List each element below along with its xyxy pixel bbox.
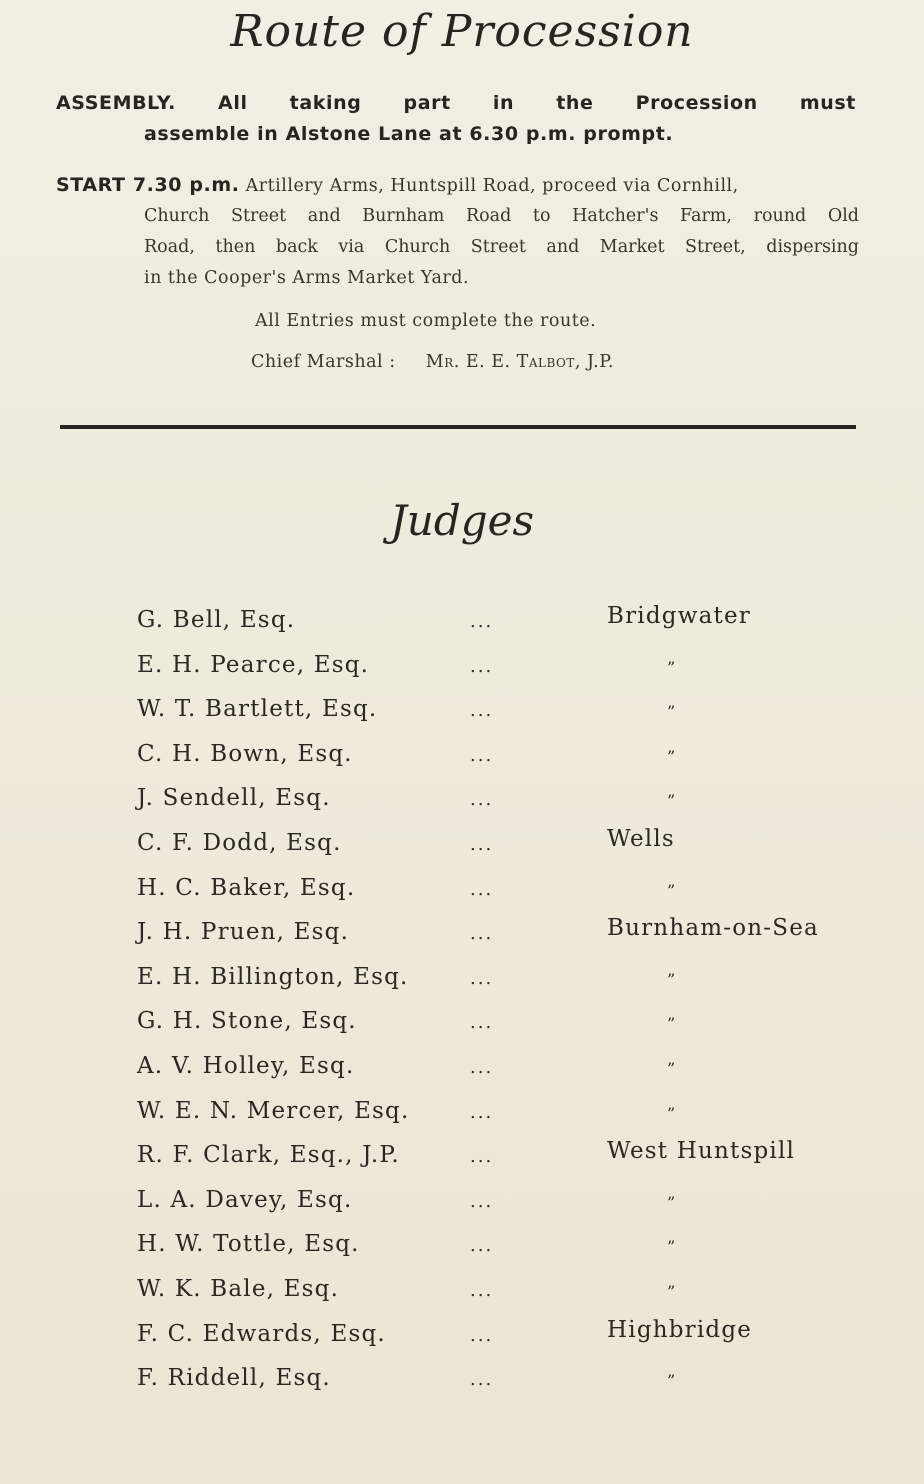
ditto-mark: ” [667,1192,676,1212]
judge-row [0,964,924,1004]
judge-row [0,826,924,870]
assembly-line-2: assemble in Alstone Lane at 6.30 p.m. prompt. [144,123,674,145]
ditto-mark: ” [667,791,676,811]
judge-row [0,915,924,959]
leader-dots: ... [470,878,494,900]
ditto-mark: ” [667,969,676,989]
judge-place: West Huntspill [607,1138,796,1165]
judge-name: H. C. Baker, Esq. [137,874,356,901]
entries-note: All Entries must complete the route. [255,311,597,331]
judge-name: W. E. N. Mercer, Esq. [137,1097,410,1124]
ditto-mark: ” [667,1014,676,1034]
leader-dots: ... [470,655,494,677]
leader-dots: ... [470,1146,494,1168]
judge-name: E. H. Billington, Esq. [137,963,409,990]
judge-name: W. K. Bale, Esq. [137,1276,340,1302]
judge-name: G. H. Stone, Esq. [137,1008,357,1035]
start-line-1 [56,174,859,196]
marshal-label: Chief Marshal : [251,352,396,372]
leader-dots: ... [470,700,494,722]
leader-dots: ... [470,611,494,632]
leader-dots: ... [470,1190,494,1212]
leader-dots: ... [470,1101,494,1123]
judge-name: F. C. Edwards, Esq. [137,1320,386,1347]
judge-row [0,785,924,825]
leader-dots: ... [470,1369,494,1391]
judge-name: E. H. Pearce, Esq. [137,651,370,678]
ditto-mark: ” [667,880,676,900]
judge-row [0,652,924,692]
ditto-mark: ” [667,1371,676,1391]
judge-name: G. Bell, Esq. [137,607,296,633]
judge-place: Bridgwater [607,603,751,629]
judge-row [0,696,924,736]
leader-dots: ... [470,1324,494,1346]
judge-row [0,1053,924,1093]
judge-name: H. W. Tottle, Esq. [137,1231,360,1258]
judge-name: F. Riddell, Esq. [137,1365,331,1392]
judges-title: Judges [389,496,535,545]
judge-row [0,741,924,781]
marshal-name: Mr. E. E. Talbot, J.P. [425,352,614,372]
start-line-2: Church Street and Burnham Road to Hatcher's Farm, round Old [144,206,859,226]
leader-dots: ... [470,1235,494,1257]
judge-row [0,1316,924,1361]
judge-row [0,1276,924,1316]
judge-place: Burnham-on-Sea [607,915,819,942]
ditto-mark: ” [667,1103,676,1123]
leader-dots: ... [470,789,494,811]
judge-row [0,875,924,915]
judge-row [0,1138,924,1182]
judge-name: C. F. Dodd, Esq. [137,830,342,856]
leader-dots: ... [470,923,494,945]
leader-dots: ... [470,744,494,766]
judge-row [0,603,924,647]
start-label: START 7.30 p.m. [56,174,240,196]
judge-name: W. T. Bartlett, Esq. [137,696,378,723]
judge-name: C. H. Bown, Esq. [137,740,353,767]
judge-name: J. Sendell, Esq. [137,785,331,812]
start-text-1: Artillery Arms, Huntspill Road, proceed via Cornhill, [239,176,739,196]
ditto-mark: ” [667,746,676,766]
route-title: Route of Procession [230,6,694,57]
start-line-3: Road, then back via Church Street and Market Street, dispersing [144,237,859,257]
judge-row [0,1008,924,1048]
judge-place: Wells [607,826,675,852]
ditto-mark: ” [667,1059,676,1078]
ditto-mark: ” [667,657,676,677]
judge-row [0,1187,924,1227]
judge-name: A. V. Holley, Esq. [137,1053,355,1079]
judge-name: L. A. Davey, Esq. [137,1186,353,1213]
judge-name: R. F. Clark, Esq., J.P. [137,1142,400,1169]
judge-row [0,1365,924,1405]
chief-marshal-line [251,352,614,372]
leader-dots: ... [470,834,494,855]
leader-dots: ... [470,1280,494,1301]
leader-dots: ... [470,1057,494,1078]
judge-place: Highbridge [607,1316,753,1343]
ditto-mark: ” [667,1237,676,1257]
section-divider [60,425,856,429]
judge-row [0,1231,924,1271]
start-line-4: in the Cooper's Arms Market Yard. [144,268,470,288]
leader-dots: ... [470,967,494,989]
leader-dots: ... [470,1012,494,1034]
assembly-line-1: ASSEMBLY. All taking part in the Procession must [56,92,856,114]
judge-row [0,1098,924,1138]
ditto-mark: ” [667,702,676,722]
judge-name: J. H. Pruen, Esq. [137,919,350,946]
ditto-mark: ” [667,1282,676,1301]
